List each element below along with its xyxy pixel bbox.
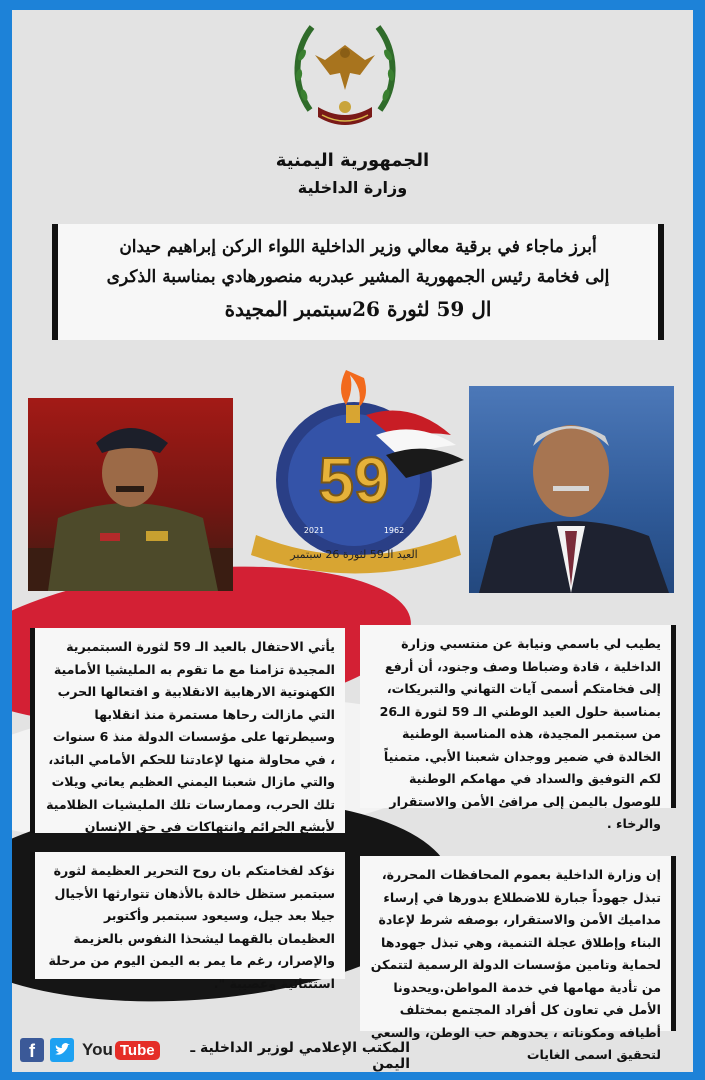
headline-line-1: أبرز ماجاء في برقية معالي وزير الداخلية اللواء الركن إبراهيم حيدان: [119, 237, 597, 257]
paragraph-ministry-efforts: إن وزارة الداخلية بعموم المحافظات المحررة، تبذل جهوداً جبارة للاضطلاع بدورها في إرساء مداميك الأمن والاستقرار، بوصفه شرط لإعادة البناء وإطلاق عجلة التنمية، وهي تبذل جهودها لحماية وتامين مؤسسات الدولة الرسمية لتتمكن من تأدية مهامها في خدمة المواطن.ويحدونا الأمل في تعاون كل أفراد المجتمع بمختلف أطيافه ومكوناته ، يحدوهم حب الوطن، والسعي لتحقيق اسمى الغايات: [360, 856, 676, 1031]
paragraph-celebration: يأتي الاحتفال بالعيد الـ 59 لثورة السبتمبرية المجيدة تزامنا مع ما تقوم به المليشيا الأمامية الكهنوتية الارهابية الانقلابية و افتعالها الحرب التي مازالت رحاها مستمرة منذ انقلابها وسيطرتها على مؤسسات الدولة منذ 6 سنوات ، في محاولة منها لإعادتنا للحكم الأمامي البائد، والتي مازال شعبنا اليمني العظيم يعاني ويلات تلك الحرب، وممارسات تلك المليشيات الظلامية لأبشع الجرائم وانتهاكات في حق الإنسان: [30, 628, 345, 833]
headline-box: [52, 224, 664, 340]
logo-ribbon-text: العيد الـ59 لثورة 26 سبتمبر: [290, 548, 418, 561]
headline-line-3: ال 59 لثورة 26سبتمبر المجيدة: [224, 297, 492, 321]
headline-line-2: إلى فخامة رئيس الجمهورية المشير عبدربه منصورهادي بمناسبة الذكرى: [106, 267, 610, 287]
logo-year-left: 2021: [303, 526, 325, 535]
minister-photo: [28, 398, 233, 591]
president-photo: [469, 386, 674, 593]
youtube-you-text: You: [82, 1040, 113, 1059]
logo-year-right: 1962: [383, 526, 405, 535]
paragraph-confirmation: نؤكد لفخامتكم بان روح التحرير العظيمة لثورة سبتمبر ستظل خالدة بالأذهان تتوارثها الأجيال جيلا بعد جيل، وسيعود سبتمبر وأكتوبر العظيمان بالقهما ليشحذا النفوس بالعزيمة والإصرار، رغم ما يمر به اليمن اليوم من مرحلة استثنائية وعصيبة ".: [30, 852, 345, 979]
footer-office-label: المكتب الإعلامي لوزير الداخلية ـ اليمن: [190, 1040, 410, 1072]
republic-title: الجمهورية اليمنية: [275, 150, 430, 171]
anniversary-59-logo: [246, 360, 468, 575]
youtube-icon[interactable]: [82, 1038, 160, 1062]
twitter-icon[interactable]: [50, 1038, 74, 1062]
ministry-emblem-icon: [290, 15, 400, 140]
logo-number: 59: [318, 444, 390, 516]
ministry-title: وزارة الداخلية: [297, 178, 408, 197]
facebook-icon[interactable]: f: [20, 1038, 44, 1062]
paragraph-greeting: يطيب لي باسمي ونيابة عن منتسبي وزارة الداخلية ، قادة وضباطا وصف وجنود، أن أرفع إلى فخامتكم أسمى آيات التهاني والتبريكات، بمناسبة حلول العيد الوطني الـ 59 لثورة الـ26 من سبتمبر المجيدة، هذه المناسبة الوطنية الخالدة في ضمير ووجدان شعبنا الأبي. متمنياً لكم التوفيق والسداد في مهامكم الوطنية للوصول باليمن إلى مرافئ الأمن والاستقرار والرخاء .: [360, 625, 676, 808]
youtube-tube-text: Tube: [115, 1041, 160, 1060]
